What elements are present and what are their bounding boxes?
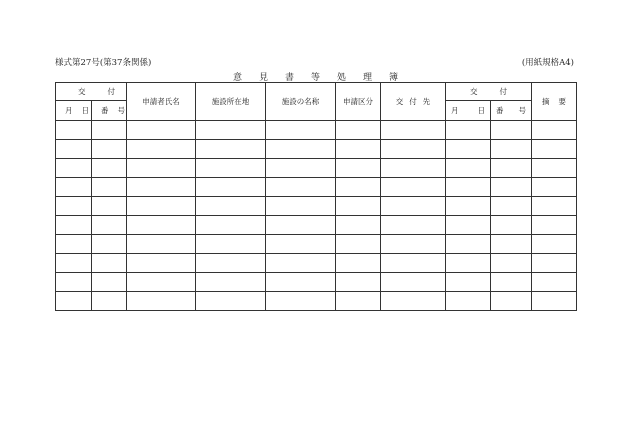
header-applicant-name: 申請者氏名	[127, 83, 196, 121]
cell-facility-name	[266, 159, 336, 178]
header-application-category: 申請区分	[336, 83, 381, 121]
header-row-1	[56, 83, 577, 101]
header-facility-name: 施設の名称	[266, 83, 336, 121]
cell-recipient	[381, 159, 446, 178]
cell-facility-location	[196, 235, 266, 254]
cell-received-month-day	[56, 235, 92, 254]
header-issued-month: 月	[451, 106, 459, 115]
cell-issued-month-day	[446, 273, 491, 292]
cell-facility-location	[196, 121, 266, 140]
table-row	[56, 235, 577, 254]
cell-application-category	[336, 273, 381, 292]
cell-issued-number	[491, 273, 532, 292]
cell-facility-name	[266, 216, 336, 235]
header-issued-number	[491, 101, 532, 121]
cell-applicant-name	[127, 178, 196, 197]
form-number: 様式第27号(第37条関係)	[55, 58, 152, 68]
cell-remarks	[532, 197, 577, 216]
cell-application-category	[336, 178, 381, 197]
cell-remarks	[532, 178, 577, 197]
cell-facility-name	[266, 273, 336, 292]
cell-received-number	[92, 197, 127, 216]
table-row	[56, 273, 577, 292]
cell-facility-name	[266, 254, 336, 273]
cell-facility-location	[196, 140, 266, 159]
cell-applicant-name	[127, 292, 196, 311]
cell-remarks	[532, 216, 577, 235]
cell-applicant-name	[127, 140, 196, 159]
cell-received-number	[92, 216, 127, 235]
cell-issued-number	[491, 197, 532, 216]
cell-facility-location	[196, 254, 266, 273]
cell-application-category	[336, 235, 381, 254]
header-received-group: 交付	[56, 83, 127, 101]
cell-recipient	[381, 216, 446, 235]
cell-facility-location	[196, 159, 266, 178]
cell-received-number	[92, 140, 127, 159]
cell-issued-number	[491, 292, 532, 311]
cell-issued-month-day	[446, 140, 491, 159]
cell-application-category	[336, 159, 381, 178]
cell-issued-month-day	[446, 216, 491, 235]
cell-remarks	[532, 254, 577, 273]
header-issued-number-a: 番	[496, 106, 504, 115]
cell-issued-month-day	[446, 292, 491, 311]
cell-application-category	[336, 197, 381, 216]
cell-issued-month-day	[446, 254, 491, 273]
header-issued-day: 日	[477, 106, 485, 115]
cell-received-number	[92, 273, 127, 292]
cell-received-number	[92, 235, 127, 254]
register-table	[55, 82, 577, 311]
table-row	[56, 159, 577, 178]
cell-received-number	[92, 254, 127, 273]
cell-applicant-name	[127, 235, 196, 254]
cell-received-month-day	[56, 178, 92, 197]
cell-facility-name	[266, 197, 336, 216]
header-received-number: 番号	[92, 101, 127, 121]
cell-recipient	[381, 273, 446, 292]
cell-facility-location	[196, 292, 266, 311]
cell-received-number	[92, 292, 127, 311]
cell-issued-month-day	[446, 235, 491, 254]
header-issued-month-day	[446, 101, 491, 121]
cell-recipient	[381, 197, 446, 216]
cell-received-month-day	[56, 121, 92, 140]
header-received-month-day: 月日	[56, 101, 92, 121]
cell-issued-month-day	[446, 178, 491, 197]
cell-issued-number	[491, 178, 532, 197]
cell-received-month-day	[56, 292, 92, 311]
cell-recipient	[381, 178, 446, 197]
cell-facility-name	[266, 292, 336, 311]
cell-recipient	[381, 235, 446, 254]
cell-remarks	[532, 292, 577, 311]
cell-received-month-day	[56, 140, 92, 159]
cell-received-month-day	[56, 254, 92, 273]
cell-facility-location	[196, 216, 266, 235]
page-title: 意見書等処理簿	[233, 73, 416, 83]
cell-applicant-name	[127, 197, 196, 216]
cell-received-month-day	[56, 273, 92, 292]
header-facility-location: 施設所在地	[196, 83, 266, 121]
cell-facility-location	[196, 197, 266, 216]
table-row	[56, 140, 577, 159]
table-row	[56, 197, 577, 216]
cell-applicant-name	[127, 121, 196, 140]
cell-issued-month-day	[446, 197, 491, 216]
table-row	[56, 216, 577, 235]
table-row	[56, 254, 577, 273]
table-row	[56, 292, 577, 311]
cell-recipient	[381, 254, 446, 273]
cell-issued-number	[491, 140, 532, 159]
cell-issued-number	[491, 254, 532, 273]
cell-received-number	[92, 178, 127, 197]
cell-facility-name	[266, 235, 336, 254]
cell-issued-number	[491, 121, 532, 140]
cell-remarks	[532, 235, 577, 254]
cell-facility-name	[266, 121, 336, 140]
cell-remarks	[532, 273, 577, 292]
cell-facility-name	[266, 140, 336, 159]
cell-application-category	[336, 216, 381, 235]
cell-received-month-day	[56, 216, 92, 235]
cell-received-number	[92, 121, 127, 140]
cell-application-category	[336, 140, 381, 159]
cell-issued-number	[491, 216, 532, 235]
header-issued-number-b: 号	[518, 106, 526, 115]
header-remarks: 摘要	[532, 83, 577, 121]
paper-spec: (用紙規格A4)	[521, 58, 574, 68]
cell-applicant-name	[127, 254, 196, 273]
cell-remarks	[532, 140, 577, 159]
cell-recipient	[381, 121, 446, 140]
cell-remarks	[532, 121, 577, 140]
cell-received-number	[92, 159, 127, 178]
cell-remarks	[532, 159, 577, 178]
cell-issued-month-day	[446, 121, 491, 140]
header-recipient: 交付先	[381, 83, 446, 121]
cell-applicant-name	[127, 216, 196, 235]
cell-facility-name	[266, 178, 336, 197]
header-issued-group: 交付	[446, 83, 532, 101]
table-row	[56, 121, 577, 140]
cell-recipient	[381, 140, 446, 159]
cell-issued-number	[491, 235, 532, 254]
cell-issued-month-day	[446, 159, 491, 178]
cell-application-category	[336, 254, 381, 273]
cell-recipient	[381, 292, 446, 311]
cell-facility-location	[196, 273, 266, 292]
cell-received-month-day	[56, 197, 92, 216]
cell-applicant-name	[127, 159, 196, 178]
cell-application-category	[336, 292, 381, 311]
table-row	[56, 178, 577, 197]
cell-application-category	[336, 121, 381, 140]
cell-received-month-day	[56, 159, 92, 178]
cell-facility-location	[196, 178, 266, 197]
cell-applicant-name	[127, 273, 196, 292]
cell-issued-number	[491, 159, 532, 178]
